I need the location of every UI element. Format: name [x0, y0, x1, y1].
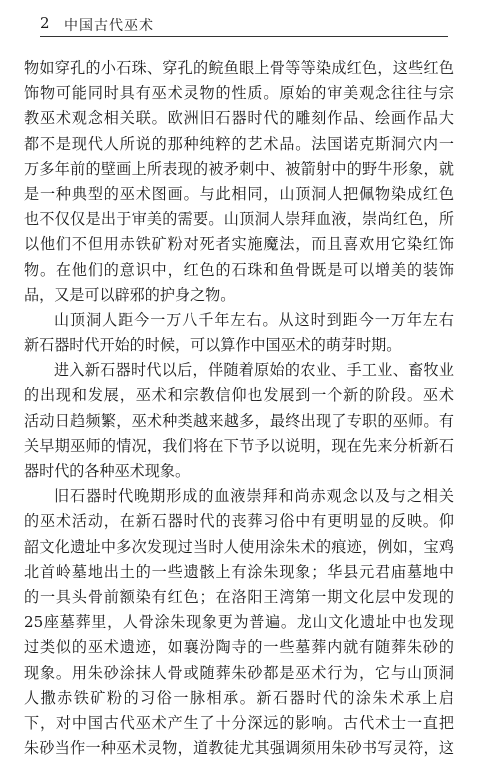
- page-number: 2: [40, 14, 50, 32]
- text-line: 朱砂当作一种巫术灵物，道教徒尤其强调须用朱砂书写灵符，这: [24, 739, 454, 758]
- text-line: 的出现和发展，巫术和宗教信仰也发展到一个新的阶段。巫术: [24, 386, 454, 405]
- text-line: 25座墓葬里，人骨涂朱现象更为普遍。龙山文化遗址中也发现: [24, 613, 454, 632]
- running-title: 中国古代巫术: [64, 18, 154, 34]
- text-line: 都不是现代人所说的那种纯粹的艺术品。法国诺克斯洞穴内一: [24, 134, 454, 153]
- text-line: 关早期巫师的情况，我们将在下节予以说明，现在先来分析新石: [24, 436, 454, 455]
- text-line: 韶文化遗址中多次发现过当时人使用涂朱术的痕迹，例如，宝鸡: [24, 537, 454, 556]
- text-line: 现象。用朱砂涂抹人骨或随葬朱砂都是巫术行为，它与山顶洞: [24, 663, 454, 682]
- text-line: 的巫术活动，在新石器时代的丧葬习俗中有更明显的反映。仰: [24, 512, 454, 531]
- body-text: [24, 56, 454, 761]
- text-line: 品，又是可以辟邪的护身之物。: [24, 285, 236, 304]
- text-line: 饰物可能同时具有巫术灵物的性质。原始的审美观念往往与宗: [24, 84, 454, 103]
- page-header: [40, 14, 448, 37]
- text-line: 活动日趋频繁，巫术种类越来越多，最终出现了专职的巫师。有: [24, 411, 454, 430]
- text-line: 旧石器时代晚期形成的血液崇拜和尚赤观念以及与之相关: [54, 487, 454, 506]
- text-line: 人撒赤铁矿粉的习俗一脉相承。新石器时代的涂朱术承上启: [24, 688, 454, 707]
- text-line: 山顶洞人距今一万八千年左右。从这时到距今一万年左右: [54, 310, 454, 329]
- text-line: 物如穿孔的小石珠、穿孔的鲩鱼眼上骨等等染成红色，这些红色: [24, 59, 454, 77]
- text-line: 以他们不但用赤铁矿粉对死者实施魔法，而且喜欢用它染红饰: [24, 235, 454, 254]
- text-line: 是一种典型的巫术图画。与此相同，山顶洞人把佩物染成红色: [24, 184, 454, 203]
- text-line: 进入新石器时代以后，伴随着原始的农业、手工业、畜牧业: [54, 361, 454, 380]
- text-line: 也不仅仅是出于审美的需要。山顶洞人崇拜血液，崇尚红色，所: [24, 210, 454, 229]
- text-line: 下，对中国古代巫术产生了十分深远的影响。古代术士一直把: [24, 713, 454, 732]
- text-line: 万多年前的壁画上所表现的被矛刺中、被箭射中的野牛形象，就: [24, 159, 454, 178]
- text-line: 的一具头骨前额染有红色；在洛阳王湾第一期文化层中发现的: [24, 587, 454, 606]
- text-line: 过类似的巫术遗迹，如襄汾陶寺的一些墓葬内就有随葬朱砂的: [24, 638, 454, 657]
- text-line: 器时代的各种巫术现象。: [24, 462, 191, 480]
- text-line: 新石器时代开始的时候，可以算作中国巫术的萌芽时期。: [24, 336, 402, 355]
- text-line: 北首岭墓地出土的一些遗骸上有涂朱现象；华县元君庙墓地中: [24, 562, 454, 581]
- text-line: 物。在他们的意识中，红色的石珠和鱼骨既是可以增美的装饰: [24, 260, 454, 279]
- text-line: 教巫术观念相关联。欧洲旧石器时代的雕刻作品、绘画作品大: [24, 109, 454, 128]
